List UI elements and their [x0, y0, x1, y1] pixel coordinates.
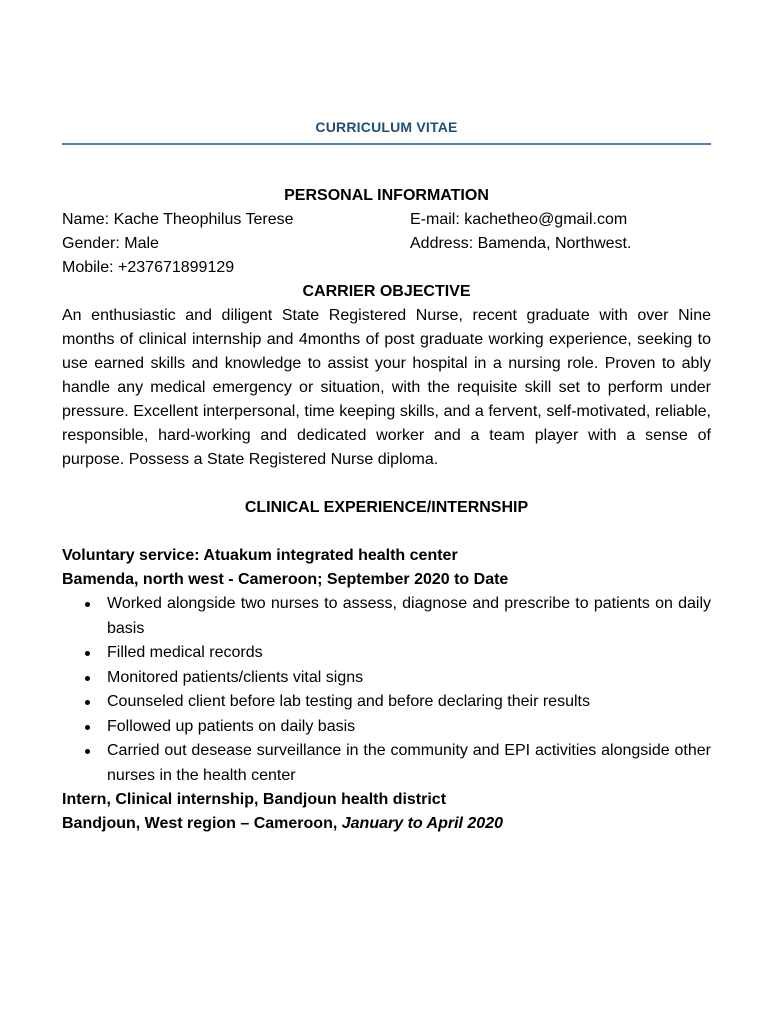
personal-row-1 — [62, 208, 711, 232]
job2-location: Bandjoun, West region – Cameroon, — [62, 815, 338, 832]
list-item: Filled medical records — [107, 641, 711, 666]
gender-field: Gender: Male — [62, 235, 159, 252]
spacer — [62, 472, 711, 496]
objective-heading: CARRIER OBJECTIVE — [302, 283, 471, 300]
job2-location-line — [62, 812, 711, 836]
personal-row-3 — [62, 256, 711, 280]
list-item: Monitored patients/clients vital signs — [107, 666, 711, 691]
objective-text: An enthusiastic and diligent State Registered Nurse, recent graduate with over Nine months of clinical internship and 4months of post graduate working experience, seeking to use earned skills and knowledge to assist your hospital in a nursing role. Proven to ably handle any medical emergency or situation, with the requisite skill set to perform under pressure. Excellent interpersonal, time keeping skills, and a fervent, self-motivated, reliable, responsible, hard-working and dedicated worker and a team player with a sense of purpose. Possess a State Registered Nurse diploma. — [62, 307, 711, 468]
document-title: CURRICULUM VITAE — [315, 119, 458, 135]
list-item: Worked alongside two nurses to assess, diagnose and prescribe to patients on daily basis — [107, 592, 711, 641]
personal-row-2 — [62, 232, 711, 256]
email-field: E-mail: kachetheo@gmail.com — [410, 211, 628, 228]
cv-content — [62, 184, 711, 836]
name-field: Name: Kache Theophilus Terese — [62, 211, 294, 228]
job1-location: Bamenda, north west - Cameroon; September 2020 to Date — [62, 571, 509, 588]
address-field: Address: Bamenda, Northwest. — [410, 235, 632, 252]
experience-heading: CLINICAL EXPERIENCE/INTERNSHIP — [244, 499, 529, 516]
list-item: Followed up patients on daily basis — [107, 715, 711, 740]
personal-info-heading: PERSONAL INFORMATION — [284, 187, 489, 204]
title-divider — [62, 143, 711, 145]
job2-dates: January to April 2020 — [341, 815, 503, 832]
job1-duties-list — [62, 592, 711, 788]
job1-title: Voluntary service: Atuakum integrated health center — [62, 547, 458, 564]
mobile-field: Mobile: +237671899129 — [62, 259, 235, 276]
list-item: Carried out desease surveillance in the community and EPI activities alongside other nurses in the health center — [107, 739, 711, 788]
job2-title: Intern, Clinical internship, Bandjoun health district — [62, 791, 447, 808]
list-item: Counseled client before lab testing and before declaring their results — [107, 690, 711, 715]
spacer — [62, 520, 711, 544]
